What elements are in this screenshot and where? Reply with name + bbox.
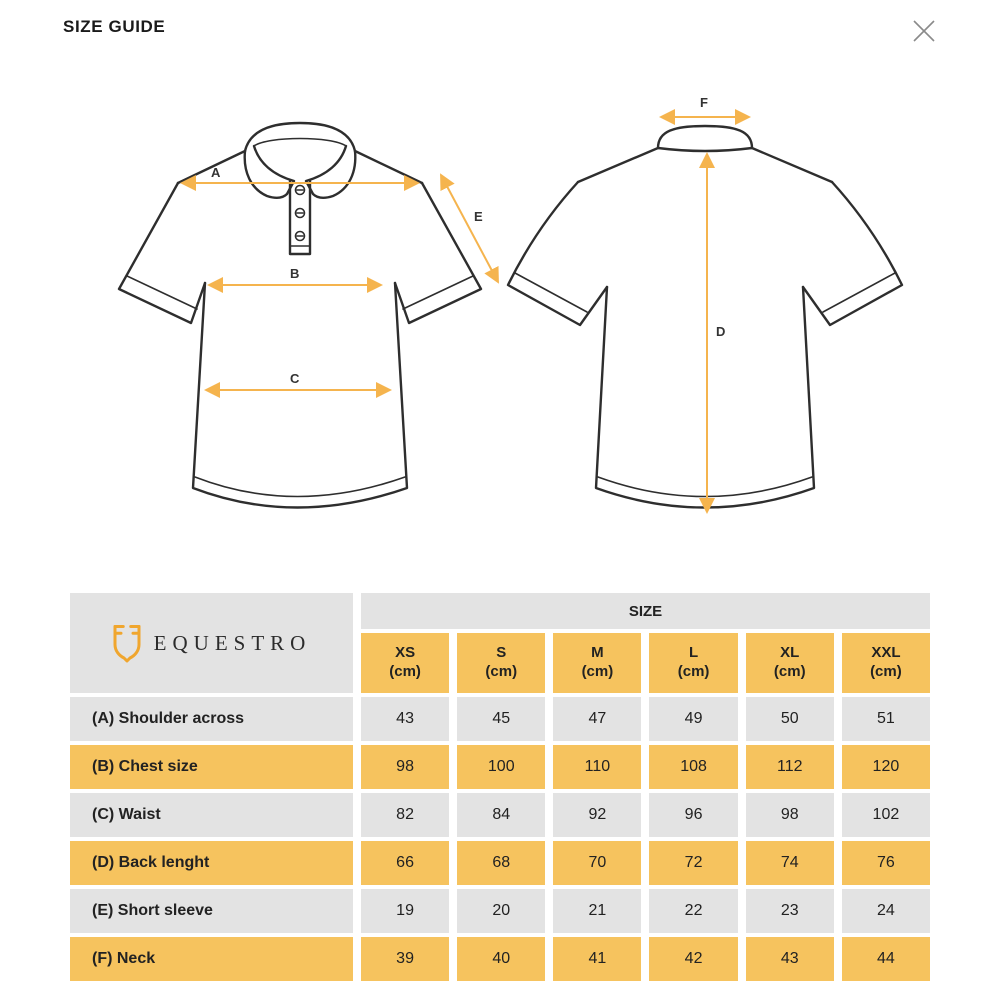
size-column-header: M (cm) bbox=[553, 633, 641, 693]
value-cell: 92 bbox=[553, 793, 641, 837]
value-cell: 41 bbox=[553, 937, 641, 981]
value-cell: 96 bbox=[649, 793, 737, 837]
value-cell: 42 bbox=[649, 937, 737, 981]
measurement-diagram bbox=[0, 80, 1000, 560]
value-cell: 19 bbox=[361, 889, 449, 933]
row-label-cell: (E) Short sleeve bbox=[70, 889, 353, 933]
value-cell: 110 bbox=[553, 745, 641, 789]
value-cell: 112 bbox=[746, 745, 834, 789]
row-label-cell: (F) Neck bbox=[70, 937, 353, 981]
value-cell: 20 bbox=[457, 889, 545, 933]
size-table bbox=[70, 593, 930, 981]
value-cell: 82 bbox=[361, 793, 449, 837]
value-cell: 51 bbox=[842, 697, 930, 741]
page-title: SIZE GUIDE bbox=[63, 17, 166, 36]
measurement-arrows bbox=[182, 95, 749, 512]
value-cell: 43 bbox=[361, 697, 449, 741]
polo-shirt-back bbox=[508, 126, 902, 508]
measure-label-c: C bbox=[290, 371, 300, 386]
value-cell: 43 bbox=[746, 937, 834, 981]
size-column-header: XS (cm) bbox=[361, 633, 449, 693]
value-cell: 120 bbox=[842, 745, 930, 789]
value-cell: 24 bbox=[842, 889, 930, 933]
value-cell: 47 bbox=[553, 697, 641, 741]
row-label-cell: (C) Waist bbox=[70, 793, 353, 837]
value-cell: 102 bbox=[842, 793, 930, 837]
value-cell: 72 bbox=[649, 841, 737, 885]
value-cell: 100 bbox=[457, 745, 545, 789]
value-cell: 49 bbox=[649, 697, 737, 741]
value-cell: 21 bbox=[553, 889, 641, 933]
shield-logo-icon bbox=[112, 623, 142, 663]
measure-label-b: B bbox=[290, 266, 300, 281]
value-cell: 98 bbox=[746, 793, 834, 837]
value-cell: 68 bbox=[457, 841, 545, 885]
value-cell: 74 bbox=[746, 841, 834, 885]
polo-shirt-front bbox=[119, 123, 481, 508]
size-column-header: XXL (cm) bbox=[842, 633, 930, 693]
value-cell: 84 bbox=[457, 793, 545, 837]
size-group-header: SIZE bbox=[361, 593, 930, 629]
value-cell: 45 bbox=[457, 697, 545, 741]
size-column-header: L (cm) bbox=[649, 633, 737, 693]
value-cell: 66 bbox=[361, 841, 449, 885]
row-label-cell: (B) Chest size bbox=[70, 745, 353, 789]
size-column-header: XL (cm) bbox=[746, 633, 834, 693]
brand-name: EQUESTRO bbox=[153, 630, 312, 655]
measure-label-a: A bbox=[211, 165, 221, 180]
value-cell: 40 bbox=[457, 937, 545, 981]
value-cell: 76 bbox=[842, 841, 930, 885]
close-icon bbox=[909, 16, 939, 46]
brand-logo-cell bbox=[70, 593, 353, 693]
value-cell: 70 bbox=[553, 841, 641, 885]
value-cell: 22 bbox=[649, 889, 737, 933]
measure-label-f: F bbox=[700, 95, 708, 110]
row-label-cell: (D) Back lenght bbox=[70, 841, 353, 885]
value-cell: 108 bbox=[649, 745, 737, 789]
value-cell: 44 bbox=[842, 937, 930, 981]
close-button[interactable] bbox=[903, 10, 945, 52]
value-cell: 98 bbox=[361, 745, 449, 789]
size-column-header: S (cm) bbox=[457, 633, 545, 693]
value-cell: 23 bbox=[746, 889, 834, 933]
value-cell: 50 bbox=[746, 697, 834, 741]
measure-label-e: E bbox=[474, 209, 483, 224]
measure-label-d: D bbox=[716, 324, 726, 339]
value-cell: 39 bbox=[361, 937, 449, 981]
row-label-cell: (A) Shoulder across bbox=[70, 697, 353, 741]
